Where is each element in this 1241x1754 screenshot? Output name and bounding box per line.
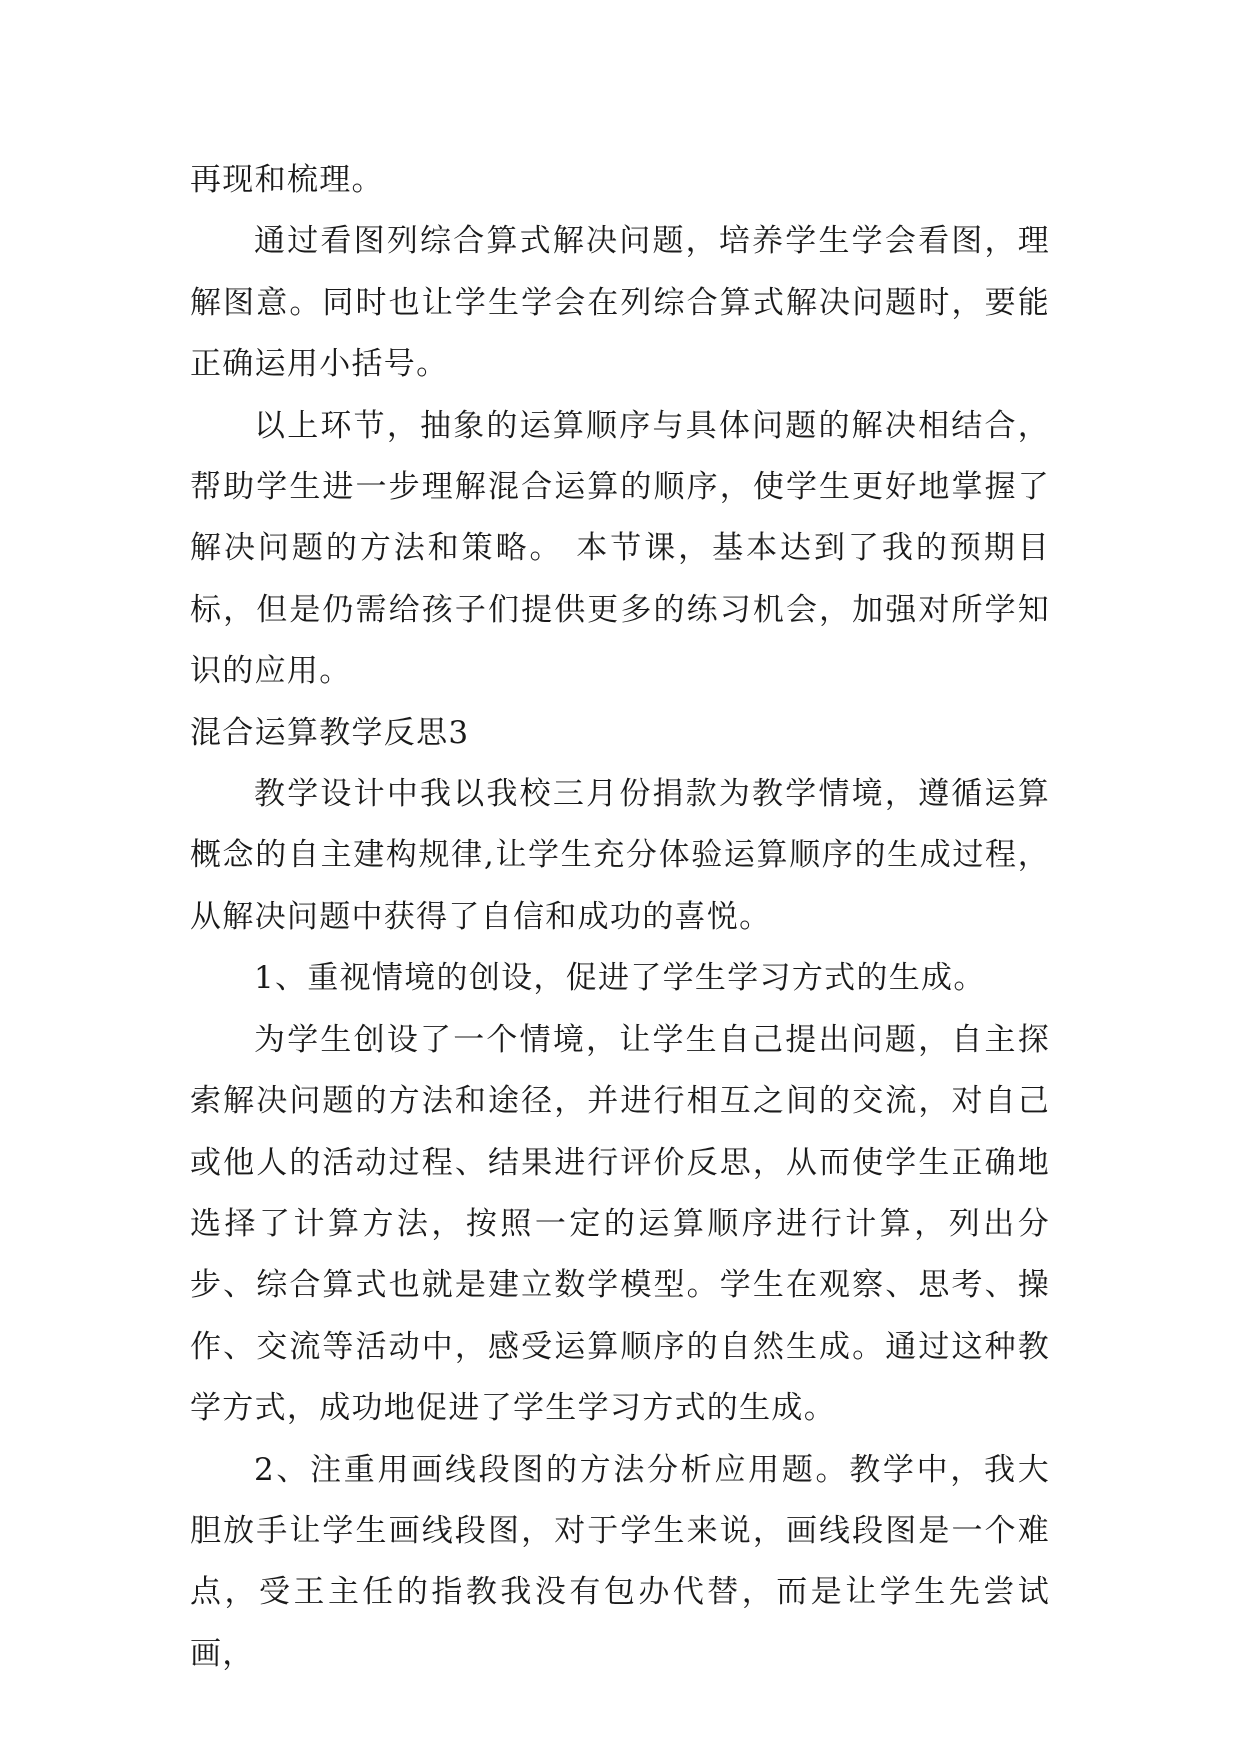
paragraph-point-1: 1、重视情境的创设，促进了学生学习方式的生成。 (254, 960, 986, 997)
paragraph-situation: 为学生创设了一个情境，让学生自己提出问题，自主探索解决问题的方法和途径，并进行相互之间的交流，对自己或他人的活动过程、结果进行评价反思，从而使学生正确地选择了计算方法，按照一定的运算顺序进行计算，列出分步、综合算式也就是建立数学模型。学生在观察、思考、操作、交流等活动中，感受运算顺序的自然生成。通过这种教学方式，成功地促进了学生学习方式的生成。 (190, 1021, 1050, 1427)
document-body (190, 150, 1050, 1685)
paragraph-design-intro: 教学设计中我以我校三月份捐款为教学情境，遵循运算概念的自主建构规律,让学生充分体验运算顺序的生成过程，从解决问题中获得了自信和成功的喜悦。 (190, 776, 1050, 935)
section-heading: 混合运算教学反思3 (190, 714, 470, 751)
paragraph-summary: 以上环节，抽象的运算顺序与具体问题的解决相结合，帮助学生进一步理解混合运算的顺序，使学生更好地掌握了解决问题的方法和策略。 本节课，基本达到了我的预期目标，但是仍需给孩子们提供更多的练习机会，加强对所学知识的应用。 (190, 407, 1050, 690)
paragraph-continuation: 再现和梳理。 (190, 162, 384, 198)
paragraph-point-2: 2、注重用画线段图的方法分析应用题。教学中，我大胆放手让学生画线段图，对于学生来说，画线段图是一个难点，受王主任的指教我没有包办代替，而是让学生先尝试画， (190, 1451, 1050, 1672)
paragraph-picture-problems: 通过看图列综合算式解决问题，培养学生学会看图，理解图意。同时也让学生学会在列综合算式解决问题时，要能正确运用小括号。 (190, 223, 1050, 383)
